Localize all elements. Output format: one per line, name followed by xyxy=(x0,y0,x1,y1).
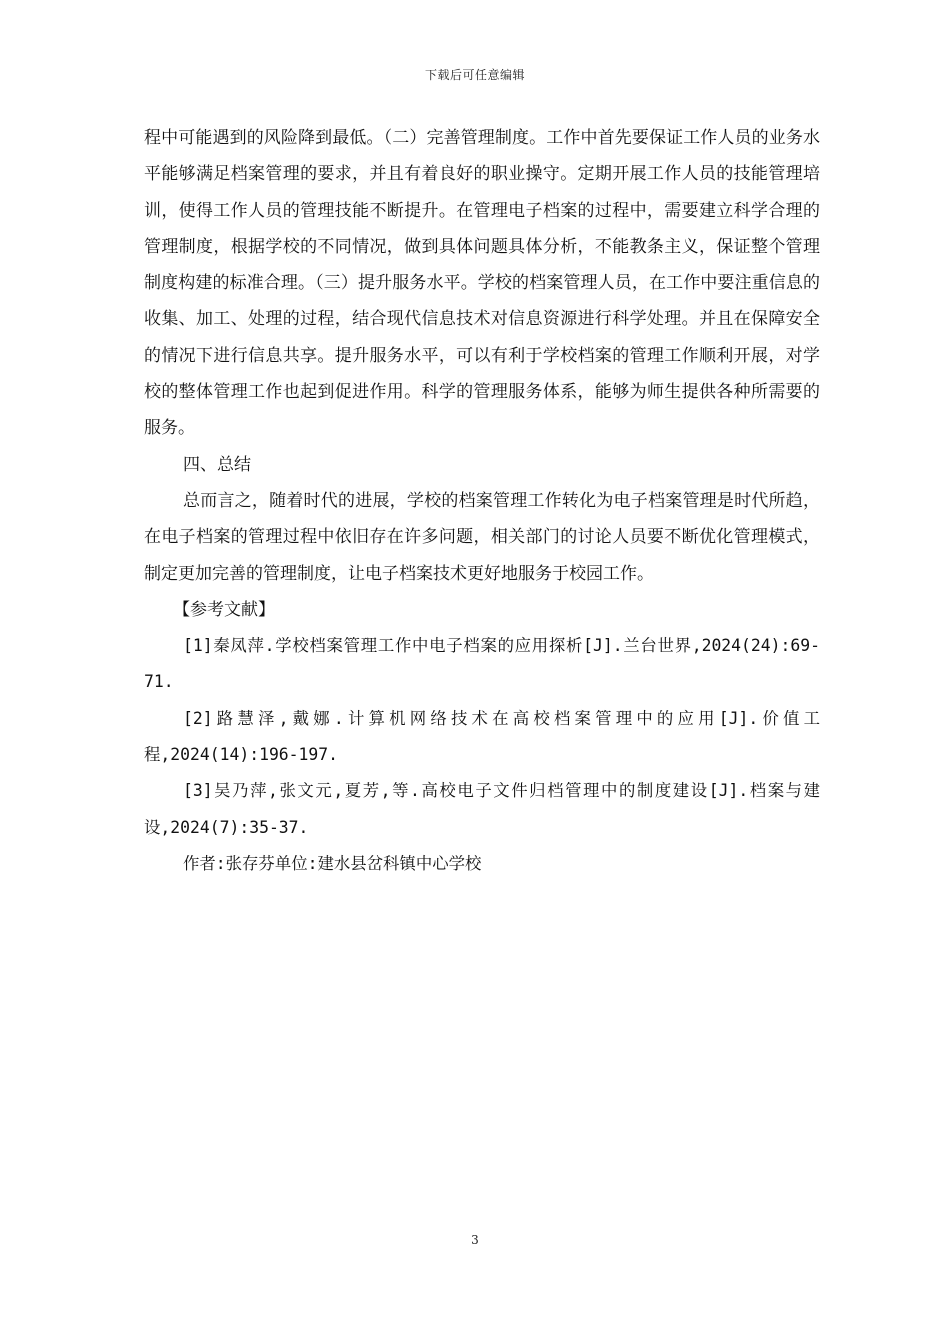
header-note: 下载后可任意编辑 xyxy=(424,68,525,82)
main-content xyxy=(144,120,820,882)
reference-item-3: [3]吴乃萍,张文元,夏芳,等.高校电子文件归档管理中的制度建设[J].档案与建设,2024(7):35-37. xyxy=(144,781,820,837)
author-line: 作者:张存芬单位:建水县岔科镇中心学校 xyxy=(183,853,482,873)
reference-item-1: [1]秦凤萍.学校档案管理工作中电子档案的应用探析[J].兰台世界,2024(24):69-71. xyxy=(144,636,820,692)
section-heading: 四、总结 xyxy=(183,454,251,475)
conclusion-paragraph: 总而言之，随着时代的进展，学校的档案管理工作转化为电子档案管理是时代所趋，在电子档案的管理过程中依旧存在许多问题，相关部门的讨论人员要不断优化管理模式，制定更加完善的管理制度，让电子档案技术更好地服务于校园工作。 xyxy=(144,490,820,584)
body-paragraph-continued: 程中可能遇到的风险降到最低。（二）完善管理制度。工作中首先要保证工作人员的业务水平能够满足档案管理的要求，并且有着良好的职业操守。定期开展工作人员的技能管理培训，使得工作人员的管理技能不断提升。在管理电子档案的过程中，需要建立科学合理的管理制度，根据学校的不同情况，做到具体问题具体分析，不能教条主义，保证整个管理制度构建的标准合理。（三）提升服务水平。学校的档案管理人员，在工作中要注重信息的收集、加工、处理的过程，结合现代信息技术对信息资源进行科学处理。并且在保障安全的情况下进行信息共享。提升服务水平，可以有利于学校档案的管理工作顺利开展，对学校的整体管理工作也起到促进作用。科学的管理服务体系，能够为师生提供各种所需要的服务。 xyxy=(144,128,820,439)
references-heading: 【参考文献】 xyxy=(173,599,275,620)
page-number: 3 xyxy=(471,1233,479,1247)
reference-item-2: [2]路慧泽,戴娜.计算机网络技术在高校档案管理中的应用[J].价值工程,2024(14):196-197. xyxy=(144,708,820,765)
